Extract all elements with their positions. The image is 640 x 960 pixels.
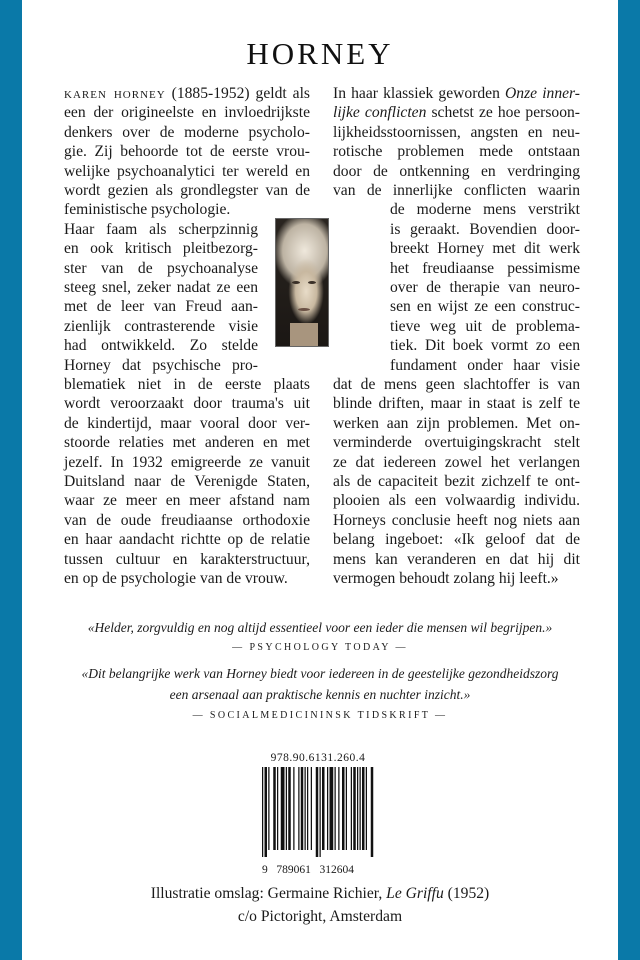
barcode-bar [371, 767, 374, 857]
text-segment: en op de psychologie van de vrouw. [64, 570, 288, 587]
text-line [64, 123, 310, 142]
text-segment: karen horney [64, 85, 166, 102]
barcode-bar [320, 767, 321, 857]
barcode-bar [273, 767, 276, 850]
cover-credit-line-1 [0, 885, 640, 903]
text-segment: tussen cultuur en karakterstructuur, [64, 550, 310, 568]
text-line [64, 394, 310, 413]
text-line [64, 142, 310, 161]
text-segment: de moderne mens verstrikt [390, 201, 580, 219]
text-line [64, 103, 310, 122]
text-line [333, 123, 580, 142]
text-line [390, 200, 580, 219]
text-segment: als de capaciteit bezit zichzelf te ont- [333, 473, 580, 490]
barcode-bar [281, 767, 285, 850]
text-segment: breekt Horney met dit werk [390, 240, 580, 258]
text-segment: tieve weg uit de problema- [390, 317, 580, 335]
text-line [64, 297, 258, 316]
text-segment: plooien als een volwaardig individu. [333, 492, 580, 510]
text-segment: rotische problemen mede ontstaan [333, 143, 580, 161]
text-segment: is geraakt. Bovendien door- [390, 220, 580, 238]
text-line [64, 239, 258, 258]
text-segment: blematiek niet in de eerste plaats [64, 376, 310, 393]
text-segment: mens kan veranderen en dat hij dit [333, 550, 580, 568]
text-line [64, 336, 258, 355]
ean-digits: 9 789061 312604 [262, 864, 354, 876]
text-segment: Horneys conclusie heeft nog niets aan [333, 511, 580, 529]
barcode-bar [360, 767, 361, 850]
text-segment: fundament onder haar visie [390, 356, 580, 374]
barcode-bar [342, 767, 345, 850]
text-line [333, 453, 580, 472]
isbn-number: 978.90.6131.260.4 [270, 752, 366, 764]
text-segment: Haar faam als scherpzinnig [64, 220, 258, 238]
text-segment: Onze inner- [505, 85, 580, 102]
text-segment: wordt veroorzaakt door trauma's uit [64, 395, 310, 413]
barcode-bar [338, 767, 339, 850]
text-line [64, 472, 310, 491]
text-line [64, 414, 310, 433]
barcode-bar [298, 767, 299, 850]
barcode-bar [265, 767, 268, 857]
text-segment: stoorde relaties met anderen en met [64, 434, 310, 452]
author-portrait-photo [275, 218, 329, 347]
text-segment: het freudiaanse pessimisme [390, 259, 580, 277]
text-segment: lijkheidsstoornissen, angsten en neu- [333, 123, 580, 141]
text-segment: ze dat iedereen zowel het verlangen [333, 453, 580, 471]
text-line [64, 278, 258, 297]
barcode-bar [351, 767, 352, 850]
barcode-bar [307, 767, 308, 850]
barcode-bar [311, 767, 312, 850]
cover-credit-line-2: c/o Pictoright, Amsterdam [237, 908, 403, 925]
text-line [64, 259, 258, 278]
barcode-bar [305, 767, 306, 850]
text-line [333, 394, 580, 413]
text-line [333, 569, 580, 588]
barcode-bar [288, 767, 291, 850]
left-border-stripe [0, 0, 22, 960]
text-segment: tiek. Dit boek vormt zo een [390, 337, 580, 355]
barcode-bar [346, 767, 347, 850]
barcode-bar [362, 767, 365, 850]
text-segment: ster van de psychoanalyse [64, 259, 258, 277]
text-segment: werken aan zijn problemen. Met on- [333, 414, 580, 432]
text-line [390, 259, 580, 278]
barcode-bar [293, 767, 294, 850]
text-line [390, 297, 580, 316]
text-segment: en ook kritisch pleitbezorg- [64, 240, 258, 258]
credit-year: (1952) [443, 885, 490, 902]
barcode-bar [286, 767, 287, 850]
barcode-bar [277, 767, 278, 850]
review-source-2: — SOCIALMEDICININSK TIDSKRIFT — [192, 710, 448, 721]
text-segment: Duitsland naar de Verenigde Staten, [64, 473, 310, 490]
text-line [333, 491, 580, 510]
text-line [64, 181, 310, 200]
text-line [333, 550, 580, 569]
text-segment: zienlijk contrasterende visie [64, 317, 258, 335]
text-segment: denkers over de moderne psycholo- [64, 123, 310, 141]
barcode-bar [366, 767, 367, 850]
text-line [64, 200, 310, 219]
text-segment: een der origineelste en invloedrijkste [64, 104, 310, 122]
text-segment: de kindertijd, maar vooral door ver- [64, 414, 310, 432]
barcode-bar [316, 767, 319, 857]
text-segment: jezelf. In 1932 emigreerde ze vanuit [64, 453, 310, 471]
barcode [262, 767, 374, 867]
text-segment: In haar klassiek geworden [333, 85, 506, 102]
text-line [64, 433, 310, 452]
text-segment: sen en wijst ze een construc- [390, 298, 580, 316]
text-line [333, 84, 580, 103]
review-quote-1: «Helder, zorgvuldig en nog altijd essentieel voor een ieder die mensen wil begrijpen.» [87, 620, 553, 635]
text-line [333, 142, 580, 161]
text-segment: lijke conflicten [333, 104, 427, 122]
text-line [390, 356, 580, 375]
text-segment: door de ontkenning en verdringing [333, 162, 580, 180]
text-line [333, 103, 580, 122]
text-segment: (1885-1952) geldt als [165, 85, 311, 102]
text-line [64, 530, 310, 549]
text-line [390, 220, 580, 239]
barcode-bar [330, 767, 334, 850]
text-segment: wordt gezien als grondlegster van de [64, 182, 310, 199]
text-line [64, 491, 310, 510]
text-segment: schetst ze hoe persoon- [426, 104, 580, 122]
text-line [333, 472, 580, 491]
text-segment: over de therapie van neuro- [390, 279, 580, 296]
text-segment: belang ingeboet: «Ik geloof dat de [333, 531, 580, 549]
text-line [64, 317, 258, 336]
text-segment: welijke psychoanalytici ter wereld en [64, 162, 310, 180]
barcode-bar [327, 767, 328, 850]
text-segment: feministische psychologie. [64, 201, 231, 219]
barcode-bar [322, 767, 325, 850]
text-line [390, 317, 580, 336]
barcode-bar [353, 767, 356, 850]
text-segment: blinde driften, maar in staat is zelf te [333, 395, 580, 413]
text-line [333, 162, 580, 181]
barcode-bar [335, 767, 336, 850]
barcode-bar [301, 767, 304, 850]
text-line [64, 375, 310, 394]
text-line [333, 414, 580, 433]
barcode-bar [268, 767, 269, 850]
text-segment: dat de mens geen slachtoffer is van [333, 376, 580, 393]
text-line [333, 511, 580, 530]
credit-prefix: Illustratie omslag: Germaine Richier, [150, 885, 387, 902]
text-segment: en haar aandacht richtte op de relatie [64, 531, 310, 549]
text-segment: had ontwikkeld. Zo stelde [64, 337, 258, 355]
book-title: HORNEY [246, 36, 394, 71]
text-line [390, 336, 580, 355]
text-segment: vermogen behoudt zolang hij leeft.» [333, 570, 559, 587]
text-segment: Horney dat psychische pro- [64, 356, 258, 374]
text-segment: steeg snel, zeker nadat ze een [64, 279, 258, 296]
text-line [64, 550, 310, 569]
text-segment: waar ze meer en meer afstand nam [64, 492, 310, 510]
review-quote-2-line-2: een arsenaal aan praktische kennis en nuchter inzicht.» [169, 687, 471, 702]
artwork-title: Le Griffu [386, 885, 444, 902]
text-segment: verminderde overtuigingskracht stelt [333, 434, 580, 452]
text-segment: gie. Zij behoorde tot de eerste vrou- [64, 143, 310, 161]
text-line [333, 530, 580, 549]
text-line [64, 511, 310, 530]
text-line [64, 162, 310, 181]
text-line [390, 278, 580, 297]
barcode-bar [262, 767, 263, 857]
right-border-stripe [618, 0, 640, 960]
text-line [64, 453, 310, 472]
text-segment: van de innerlijke conflicten waarin [333, 182, 580, 199]
text-line [333, 375, 580, 394]
text-line [64, 220, 258, 239]
review-source-1: — PSYCHOLOGY TODAY — [232, 642, 408, 653]
text-line [64, 569, 310, 588]
text-line [64, 84, 310, 103]
text-line [333, 433, 580, 452]
text-segment: met de leer van Freud aan- [64, 298, 258, 316]
barcode-bar [357, 767, 358, 850]
text-line [64, 356, 258, 375]
review-quote-2-line-1: «Dit belangrijke werk van Horney biedt voor iedereen in de geestelijke gezondheidszorg [81, 666, 559, 681]
text-line [390, 239, 580, 258]
text-line [333, 181, 580, 200]
text-segment: van de oude freudiaanse orthodoxie [64, 511, 310, 529]
